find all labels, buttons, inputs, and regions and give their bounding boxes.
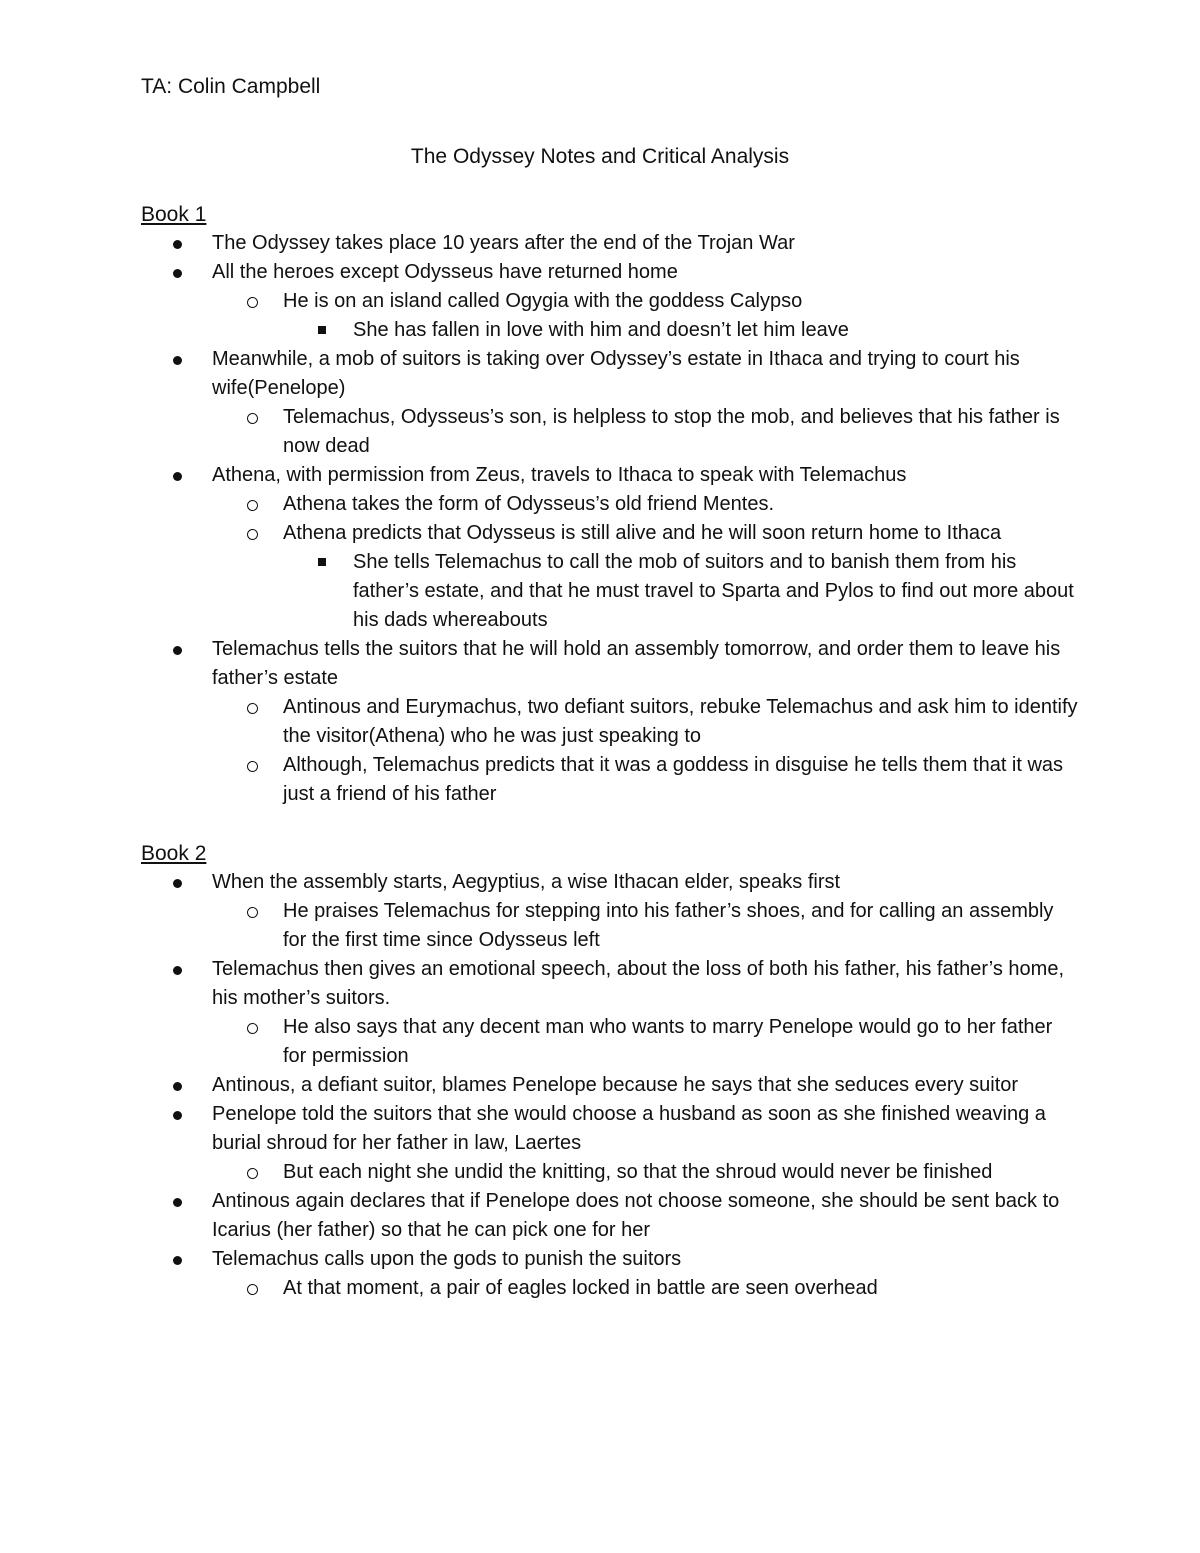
list-item-text: Although, Telemachus predicts that it was a goddess in disguise he tells them that it was just a friend of his father — [283, 754, 1064, 805]
bullet-dot-icon — [173, 1100, 182, 1129]
list-item — [141, 1245, 1081, 1274]
bullet-dot-icon — [173, 635, 182, 664]
list-item — [141, 316, 1081, 345]
list-item-text: He praises Telemachus for stepping into his father’s shoes, and for calling an assembly for the first time since Odysseus left — [283, 900, 1054, 951]
list-item — [141, 287, 1081, 316]
list-item-text: Telemachus calls upon the gods to punish the suitors — [212, 1248, 682, 1270]
bullet-circle-icon — [247, 897, 258, 926]
list-item-text: Telemachus then gives an emotional speech, about the loss of both his father, his father’s home, his mother’s suitors. — [212, 958, 1065, 1009]
list-item — [141, 1013, 1081, 1071]
book2-heading: Book 2 — [141, 842, 207, 865]
list-item — [141, 548, 1081, 635]
bullet-dot-icon — [173, 229, 182, 258]
list-item-text: She has fallen in love with him and doesn’t let him leave — [353, 319, 849, 341]
bullet-square-icon — [318, 548, 326, 577]
list-item — [141, 490, 1081, 519]
list-item-text: All the heroes except Odysseus have returned home — [212, 261, 678, 283]
list-item — [141, 229, 1081, 258]
list-item-text: The Odyssey takes place 10 years after the end of the Trojan War — [212, 232, 795, 254]
book1-heading: Book 1 — [141, 203, 207, 226]
bullet-square-icon — [318, 316, 326, 345]
list-item-text: Antinous and Eurymachus, two defiant suitors, rebuke Telemachus and ask him to identify the visitor(Athena) who he was just speaking to — [283, 696, 1078, 747]
bullet-circle-icon — [247, 519, 258, 548]
list-item — [141, 403, 1081, 461]
bullet-dot-icon — [173, 345, 182, 374]
list-item — [141, 635, 1081, 693]
list-item — [141, 258, 1081, 287]
bullet-circle-icon — [247, 287, 258, 316]
list-item-text: He also says that any decent man who wants to marry Penelope would go to her father for permission — [283, 1016, 1053, 1067]
bullet-dot-icon — [173, 461, 182, 490]
bullet-dot-icon — [173, 258, 182, 287]
book2-list — [141, 868, 1081, 1303]
bullet-dot-icon — [173, 868, 182, 897]
bullet-circle-icon — [247, 693, 258, 722]
list-item-text: Athena, with permission from Zeus, travels to Ithaca to speak with Telemachus — [212, 464, 907, 486]
list-item-text: Meanwhile, a mob of suitors is taking over Odyssey’s estate in Ithaca and trying to court his wife(Penelope) — [212, 348, 1020, 399]
ta-line: TA: Colin Campbell — [141, 75, 321, 98]
list-item — [141, 1158, 1081, 1187]
list-item-text: Telemachus, Odysseus’s son, is helpless to stop the mob, and believes that his father is now dead — [283, 406, 1060, 457]
list-item — [141, 1274, 1081, 1303]
book1-section — [141, 200, 1081, 809]
bullet-dot-icon — [173, 1245, 182, 1274]
list-item — [141, 897, 1081, 955]
list-item — [141, 868, 1081, 897]
list-item — [141, 955, 1081, 1013]
bullet-circle-icon — [247, 403, 258, 432]
bullet-circle-icon — [247, 490, 258, 519]
list-item-text: Telemachus tells the suitors that he will hold an assembly tomorrow, and order them to leave his father’s estate — [212, 638, 1061, 689]
document-title: The Odyssey Notes and Critical Analysis — [410, 145, 790, 168]
list-item-text: When the assembly starts, Aegyptius, a wise Ithacan elder, speaks first — [212, 871, 841, 893]
list-item — [141, 461, 1081, 490]
list-item-text: Athena predicts that Odysseus is still alive and he will soon return home to Ithaca — [283, 522, 1002, 544]
list-item-text: Athena takes the form of Odysseus’s old friend Mentes. — [283, 493, 774, 515]
list-item — [141, 1100, 1081, 1158]
list-item — [141, 519, 1081, 548]
list-item-text: Antinous, a defiant suitor, blames Penelope because he says that she seduces every suitor — [212, 1074, 1019, 1096]
bullet-circle-icon — [247, 1013, 258, 1042]
bullet-circle-icon — [247, 751, 258, 780]
list-item — [141, 751, 1081, 809]
list-item — [141, 1187, 1081, 1245]
list-item-text: Antinous again declares that if Penelope does not choose someone, she should be sent back to Icarius (her father) so that he can pick one for her — [212, 1190, 1060, 1241]
list-item — [141, 693, 1081, 751]
bullet-dot-icon — [173, 1187, 182, 1216]
bullet-circle-icon — [247, 1158, 258, 1187]
list-item-text: But each night she undid the knitting, so that the shroud would never be finished — [283, 1161, 993, 1183]
bullet-dot-icon — [173, 955, 182, 984]
book2-section — [141, 839, 1081, 1303]
list-item-text: Penelope told the suitors that she would choose a husband as soon as she finished weaving a burial shroud for her father in law, Laertes — [212, 1103, 1046, 1154]
book1-list — [141, 229, 1081, 809]
list-item-text: At that moment, a pair of eagles locked in battle are seen overhead — [283, 1277, 878, 1299]
bullet-dot-icon — [173, 1071, 182, 1100]
list-item-text: She tells Telemachus to call the mob of suitors and to banish them from his father’s estate, and that he must travel to Sparta and Pylos to find out more about his dads whereabouts — [353, 551, 1074, 631]
list-item — [141, 1071, 1081, 1100]
list-item — [141, 345, 1081, 403]
bullet-circle-icon — [247, 1274, 258, 1303]
list-item-text: He is on an island called Ogygia with the goddess Calypso — [283, 290, 803, 312]
